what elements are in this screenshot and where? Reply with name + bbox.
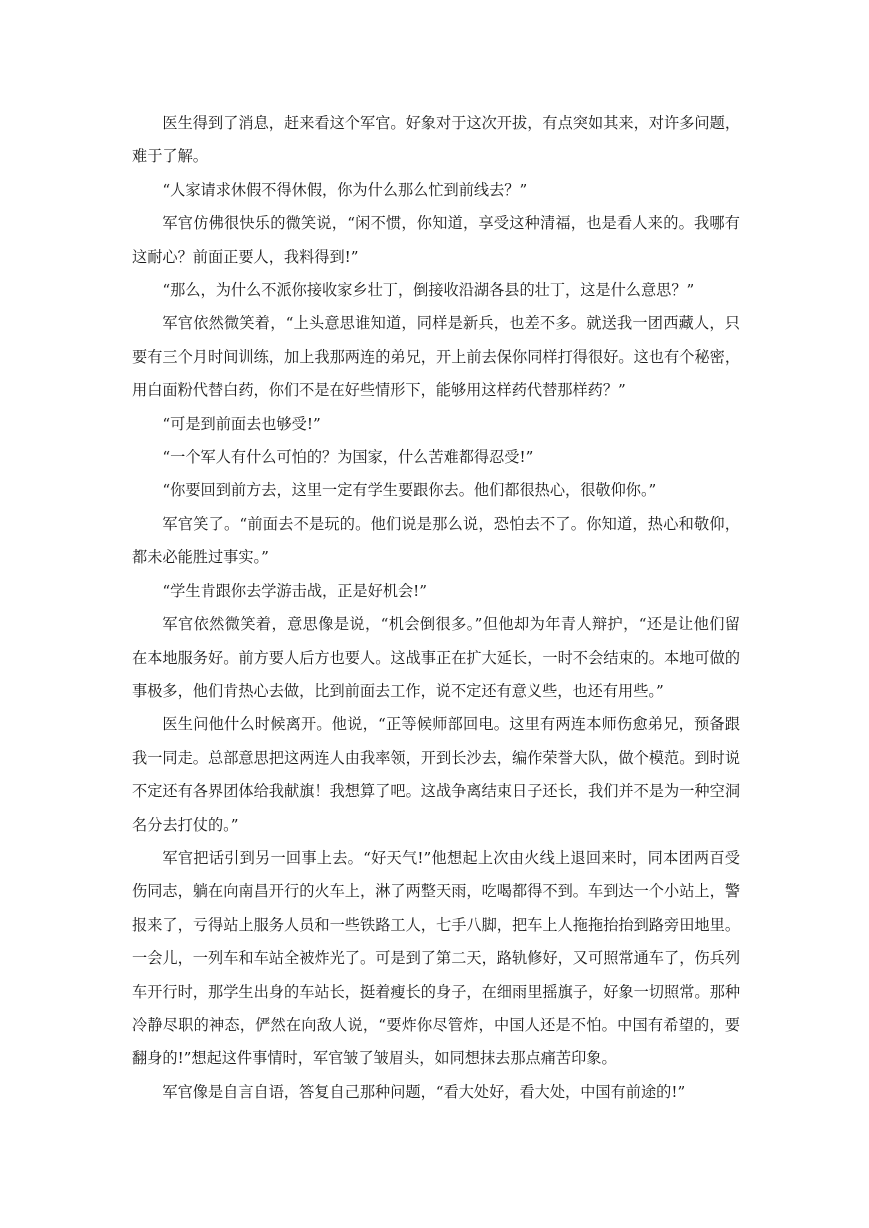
paragraph: 军官仿佛很快乐的微笑说，“闲不惯，你知道，享受这种清福，也是看人来的。我哪有这耐心？前面正要人，我料得到!” xyxy=(132,214,740,266)
paragraph: 医生问他什么时候离开。他说，“正等候师部回电。这里有两连本师伤愈弟兄，预备跟我一同走。总部意思把这两连人由我率领，开到长沙去，编作荣誉大队，做个模范。到时说不定还有各界团体给我献旗！我想算了吧。这战争离结束日子还长，我们并不是为一种空洞名分去打仗的。” xyxy=(132,715,740,834)
paragraph: “可是到前面去也够受!” xyxy=(162,414,321,433)
paragraph: 医生得到了消息，赶来看这个军官。好象对于这次开拔，有点突如其来，对许多问题，难于了解。 xyxy=(132,114,740,166)
paragraph: 军官像是自言自语，答复自己那种问题，“看大处好，看大处，中国有前途的!” xyxy=(162,1082,686,1101)
paragraph: “学生肯跟你去学游击战，正是好机会!” xyxy=(162,581,428,600)
paragraph: 军官笑了。“前面去不是玩的。他们说是那么说，恐怕去不了。你知道，热心和敬仰，都未必能胜过事实。” xyxy=(132,514,740,567)
paragraph: “你要回到前方去，这里一定有学生要跟你去。他们都很热心，很敬仰你。” xyxy=(162,481,657,500)
paragraph: 军官依然微笑着，“上头意思谁知道，同样是新兵，也差不多。就送我一团西藏人，只要有三个月时间训练，加上我那两连的弟兄，开上前去保你同样打得很好。这也有个秘密，用白面粉代替白药，你们不是在好些情形下，能够用这样药代替那样药？” xyxy=(132,314,740,400)
paragraph: 军官依然微笑着，意思像是说，“机会倒很多。”但他却为年青人辩护，“还是让他们留在本地服务好。前方要人后方也要人。这战事正在扩大延长，一时不会结束的。本地可做的事极多，他们肯热心去做，比到前面去工作，说不定还有意义些，也还有用些。” xyxy=(132,615,740,700)
paragraph: 军官把话引到另一回事上去。“好天气!”他想起上次由火线上退回来时，同本团两百受伤同志，躺在向南昌开行的火车上，淋了两整天雨，吃喝都得不到。车到达一个小站上，警报来了，亏得站上服务人员和一些铁路工人，七手八脚，把车上人拖拖抬抬到路旁田地里。一会儿，一列车和车站全被炸光了。可是到了第二天，路轨修好，又可照常通车了，伤兵列车开行时，那学生出身的车站长，挺着瘦长的身子，在细雨里摇旗子，好象一切照常。那种冷静尽职的神态，俨然在向敌人说，“要炸你尽管炸，中国人还是不怕。中国有希望的，要翻身的!”想起这件事情时，军官皱了皱眉头，如同想抹去那点痛苦印象。 xyxy=(132,848,740,1068)
paragraph: “一个军人有什么可怕的？为国家，什么苦难都得忍受!” xyxy=(162,448,534,467)
paragraph: “那么，为什么不派你接收家乡壮丁，倒接收沿湖各县的壮丁，这是什么意思？” xyxy=(162,281,695,300)
paragraph: “人家请求休假不得休假，你为什么那么忙到前线去？” xyxy=(162,180,528,199)
document-body xyxy=(132,107,740,1109)
